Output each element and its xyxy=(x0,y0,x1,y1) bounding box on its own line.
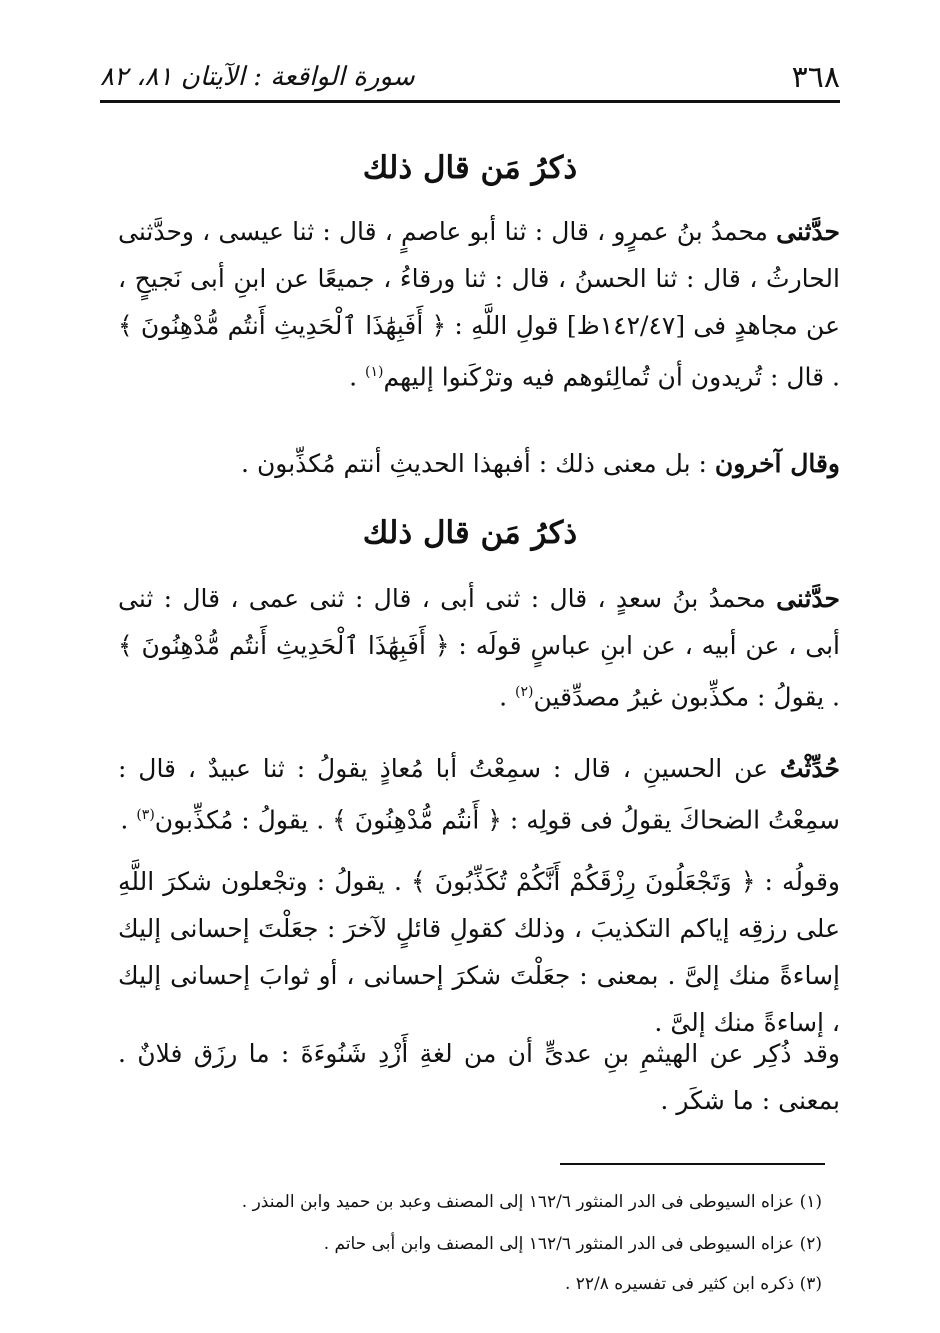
section-heading: ذكرُ مَن قال ذلك xyxy=(362,515,578,551)
header-rule xyxy=(100,100,840,103)
footnote: (١) عزاه السيوطى فى الدر المنثور ١٦٢/٦ إلى المصنف وعبد بن حميد وابن المنذر . xyxy=(241,1192,822,1212)
paragraph-lead: حُدِّثْتُ xyxy=(779,754,840,783)
footnote: (٣) ذكره ابن كثير فى تفسيره ٢٢/٨ . xyxy=(564,1274,822,1294)
paragraph xyxy=(118,440,840,487)
paragraph-text: عن الحسينِ ، قال : سمِعْتُ أبا مُعاذٍ يقولُ : ثنا عبيدٌ ، قال : سمِعْتُ الضحاكَ يقولُ فى قولِه : ﴿ أَنتُم مُّدْهِنُونَ ﴾ . يقولُ : مُكذِّبون xyxy=(118,754,840,835)
paragraph-lead: حدَّثنى xyxy=(776,217,840,246)
paragraph xyxy=(118,208,840,400)
footnote-ref: (٢) xyxy=(515,684,534,700)
paragraph-lead: وقال آخرون xyxy=(714,449,840,478)
footnote-ref: (١) xyxy=(365,364,384,380)
paragraph-text: محمدُ بنُ عمرٍو ، قال : ثنا أبو عاصمٍ ، قال : ثنا عيسى ، وحدَّثنى الحارثُ ، قال : ثنا الحسنُ ، قال : ثنا ورقاءُ ، جميعًا عن ابنِ أبى نَجيحٍ ، عن مجاهدٍ فى [١٤٢/٤٧ظ] قولِ اللَّهِ : ﴿ أَفَبِهَٰذَا ٱلْحَدِيثِ أَنتُم مُّدْهِنُونَ ﴾ . قال : تُريدون أن تُمالِئوهم فيه وترْكَنوا إليهم xyxy=(118,217,840,392)
footnote: (٢) عزاه السيوطى فى الدر المنثور ١٦٢/٦ إلى المصنف وابن أبى حاتم . xyxy=(323,1234,822,1254)
paragraph-end: . xyxy=(120,805,137,835)
page-header xyxy=(100,60,840,96)
page-number: ٣٦٨ xyxy=(791,60,840,95)
paragraph xyxy=(118,745,840,843)
paragraph-text: وقد ذُكِر عن الهيثمِ بنِ عدىٍّ أن من لغةِ أَزْدِ شَنُوءَةَ : ما رزَق فلانٌ . بمعنى : ما شكَر . xyxy=(118,1039,840,1115)
section-heading: ذكرُ مَن قال ذلك xyxy=(362,150,578,186)
paragraph-lead: حدَّثنى xyxy=(776,584,840,613)
footnote-rule xyxy=(560,1163,825,1165)
paragraph-text: : بل معنى ذلك : أفبهذا الحديثِ أنتم مُكذِّبون . xyxy=(241,449,715,478)
paragraph-end: . xyxy=(349,362,366,392)
running-title: سورة الواقعة : الآيتان ٨١، ٨٢ xyxy=(100,62,415,92)
paragraph xyxy=(118,575,840,720)
paragraph-end: . xyxy=(499,682,516,712)
footnote-ref: (٣) xyxy=(136,807,155,823)
paragraph xyxy=(118,858,840,1046)
paragraph-text: وقولُه : ﴿ وَتَجْعَلُونَ رِزْقَكُمْ أَنَّكُمْ تُكَذِّبُونَ ﴾ . يقولُ : وتجْعلون شكرَ اللَّهِ على رزقِه إياكم التكذيبَ ، وذلك كقولِ قائلٍ لآخرَ : جعَلْتَ إحسانى إليك إساءةً منك إلىَّ . بمعنى : جعَلْتَ شكرَ إحسانى ، أو ثوابَ إحسانى إليك ، إساءةً منك إلىَّ . xyxy=(118,867,840,1037)
paragraph-text: محمدُ بنُ سعدٍ ، قال : ثنى أبى ، قال : ثنى عمى ، قال : ثنى أبى ، عن أبيه ، عن ابنِ عباسٍ قولَه : ﴿ أَفَبِهَٰذَا ٱلْحَدِيثِ أَنتُم مُّدْهِنُونَ ﴾ . يقولُ : مكذِّبون غيرُ مصدِّقين xyxy=(118,584,840,712)
paragraph xyxy=(118,1030,840,1124)
